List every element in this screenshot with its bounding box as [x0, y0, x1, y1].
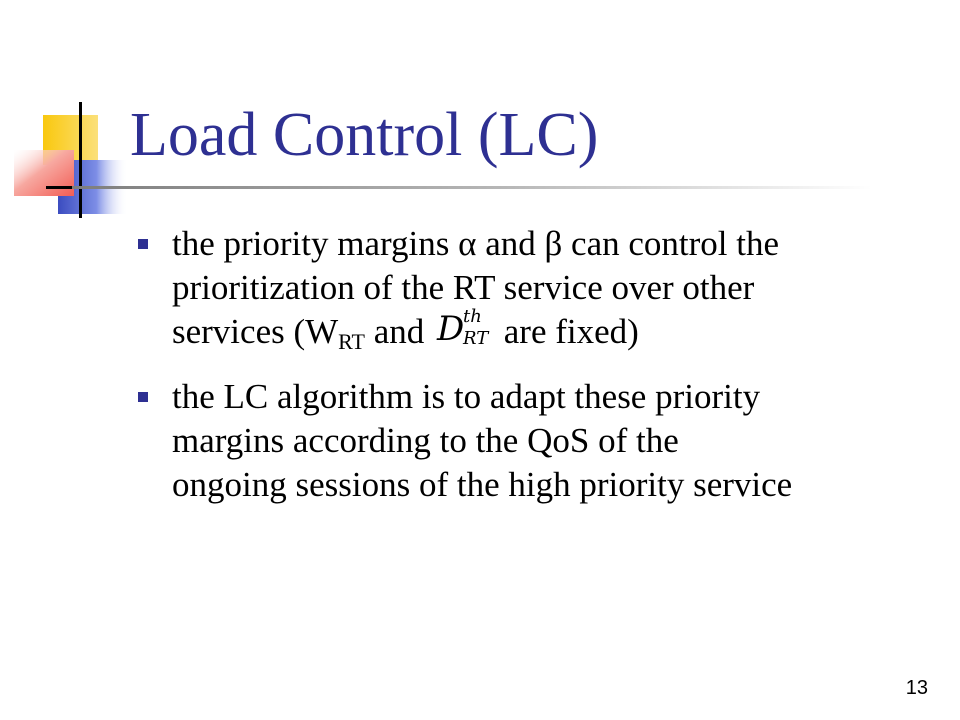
math-expression-d-threshold — [433, 306, 495, 351]
bullet-item — [134, 222, 934, 364]
slide-title: Load Control (LC) — [130, 101, 599, 169]
title-underline-divider — [72, 186, 872, 189]
math-main-symbol: D — [437, 309, 465, 349]
math-subscript: RT — [463, 328, 489, 349]
bullet-item — [134, 375, 934, 507]
bullet-list — [134, 222, 934, 518]
bullet-line: the LC algorithm is to adapt these priority — [172, 377, 761, 416]
bullet-line: ongoing sessions of the high priority service — [172, 465, 793, 504]
square-bullet-icon — [138, 239, 148, 249]
bullet-line: prioritization of the RT service over other — [172, 268, 755, 307]
bullet-line — [172, 306, 934, 364]
bullet-line: the priority margins α and β can control the — [172, 224, 780, 263]
bullet-text-segment: are fixed) — [495, 312, 639, 351]
bullet-text-segment: and — [364, 312, 434, 351]
bullet-line: margins according to the QoS of the — [172, 421, 679, 460]
subscript-text: RT — [338, 329, 365, 354]
square-blocks-logo-icon — [0, 0, 140, 230]
math-superscript: th — [463, 306, 482, 327]
bullet-text-segment: services (W — [172, 312, 339, 351]
page-number: 13 — [905, 677, 928, 699]
square-bullet-icon — [138, 392, 148, 402]
